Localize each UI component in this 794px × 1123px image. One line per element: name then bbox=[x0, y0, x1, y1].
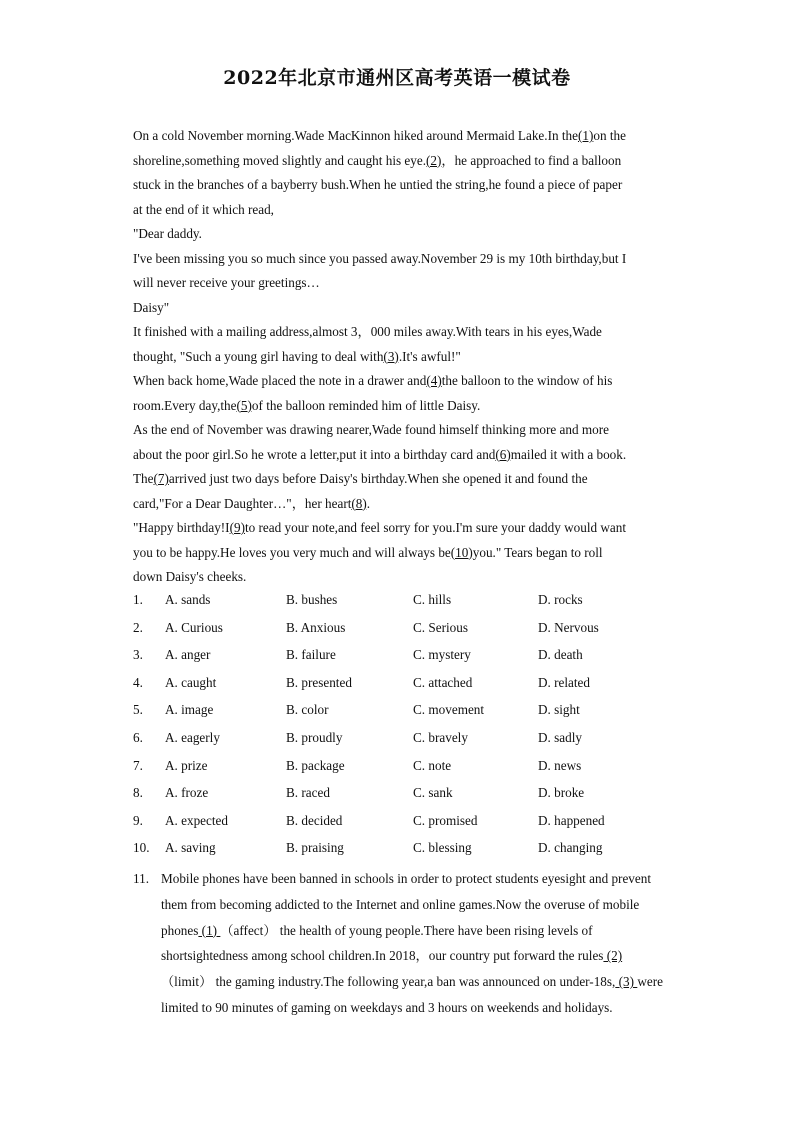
passage-line bbox=[133, 443, 663, 468]
option-c: C. Serious bbox=[413, 619, 468, 635]
question-11 bbox=[133, 866, 663, 1021]
passage-line: It finished with a mailing address,almost 3，000 miles away.With tears in his eyes,Wade bbox=[133, 324, 602, 339]
blank-9: (9) bbox=[229, 520, 245, 535]
choice-row bbox=[133, 620, 673, 648]
blank-1: (1) bbox=[198, 922, 221, 938]
passage-text: thought, "Such a young girl having to deal with bbox=[133, 348, 384, 364]
option-d: D. Nervous bbox=[538, 619, 599, 635]
passage-line: I've been missing you so much since you passed away.November 29 is my 10th birthday,but I bbox=[133, 250, 627, 266]
blank-3: (3) bbox=[383, 348, 399, 364]
blank-2: (2) bbox=[603, 948, 623, 964]
passage-line bbox=[133, 467, 663, 492]
question-number: 10. bbox=[133, 840, 150, 856]
option-c: C. hills bbox=[413, 592, 452, 607]
option-b: B. praising bbox=[286, 840, 344, 856]
choice-row bbox=[133, 730, 673, 758]
passage-line: Daisy" bbox=[133, 299, 170, 315]
passage-text: you." Tears began to roll bbox=[472, 544, 603, 560]
question-text: were limited to 90 minutes of gaming on weekdays and 3 hours on weekends and holidays. bbox=[161, 974, 663, 1015]
blank-1: (1) bbox=[577, 128, 594, 143]
passage-line bbox=[133, 124, 663, 149]
question-number: 3. bbox=[133, 647, 143, 663]
option-d: D. changing bbox=[538, 840, 603, 856]
choice-row bbox=[133, 675, 673, 703]
option-b: B. decided bbox=[286, 812, 343, 828]
option-a: A. sands bbox=[165, 592, 211, 607]
blank-4: (4) bbox=[426, 373, 442, 388]
option-a: A. Curious bbox=[165, 619, 223, 635]
option-b: B. presented bbox=[286, 674, 352, 690]
question-number: 11. bbox=[133, 871, 149, 886]
passage-text: of the balloon reminded him of little Daisy. bbox=[251, 397, 481, 413]
passage-text: card,"For a Dear Daughter…"，her heart bbox=[133, 495, 352, 511]
option-c: C. bravely bbox=[413, 729, 468, 745]
reading-passage bbox=[133, 124, 663, 590]
option-d: D. sadly bbox=[538, 729, 582, 745]
question-number: 4. bbox=[133, 674, 143, 690]
option-c: C. movement bbox=[413, 702, 485, 718]
option-a: A. caught bbox=[165, 674, 217, 690]
passage-text: mailed it with a book. bbox=[510, 446, 627, 462]
passage-text: The bbox=[133, 471, 154, 486]
question-11-text bbox=[161, 866, 663, 1021]
choice-row bbox=[133, 758, 673, 786]
passage-text: about the poor girl.So he wrote a letter,put it into a birthday card and bbox=[133, 446, 496, 462]
blank-5: (5) bbox=[236, 397, 252, 413]
passage-line: down Daisy's cheeks. bbox=[133, 569, 247, 584]
option-c: C. attached bbox=[413, 674, 473, 690]
passage-text: . bbox=[366, 495, 371, 511]
option-d: D. happened bbox=[538, 812, 605, 828]
option-a: A. saving bbox=[165, 840, 216, 856]
option-d: D. news bbox=[538, 757, 582, 773]
passage-text: When back home,Wade placed the note in a drawer and bbox=[133, 373, 427, 388]
choice-row bbox=[133, 702, 673, 730]
option-c: C. promised bbox=[413, 812, 478, 828]
blank-6: (6) bbox=[495, 446, 511, 462]
question-number: 6. bbox=[133, 729, 143, 745]
passage-text: shoreline,something moved slightly and caught his eye. bbox=[133, 152, 427, 168]
question-number: 7. bbox=[133, 757, 143, 773]
option-b: B. raced bbox=[286, 785, 330, 801]
question-number: 2. bbox=[133, 619, 143, 635]
page-title: 2022年北京市通州区高考英语一模试卷 bbox=[223, 67, 571, 89]
option-b: B. package bbox=[286, 757, 345, 773]
option-a: A. prize bbox=[165, 757, 208, 773]
passage-line: "Dear daddy. bbox=[133, 226, 202, 241]
blank-7: (7) bbox=[153, 471, 169, 486]
question-text: Mobile phones have been banned in schools in order to protect students eyesight and prevent them from becoming addicted to the Internet and online games.Now the overuse of mobile phones bbox=[161, 871, 652, 938]
option-b: B. proudly bbox=[286, 729, 343, 745]
passage-line bbox=[133, 149, 663, 174]
passage-line bbox=[133, 345, 663, 370]
option-d: D. broke bbox=[538, 785, 585, 801]
choice-row bbox=[133, 813, 673, 841]
option-d: D. related bbox=[538, 674, 590, 690]
passage-text: the balloon to the window of his bbox=[441, 373, 613, 388]
question-text: （limit） the gaming industry.The following year,a ban was announced on under-18s, bbox=[161, 974, 616, 990]
option-a: A. expected bbox=[165, 812, 228, 828]
option-a: A. eagerly bbox=[165, 729, 220, 745]
question-number: 1. bbox=[133, 592, 143, 607]
passage-line bbox=[133, 492, 663, 517]
option-b: B. bushes bbox=[286, 592, 338, 607]
passage-line: As the end of November was drawing nearer,Wade found himself thinking more and more bbox=[133, 422, 609, 437]
passage-line bbox=[133, 394, 663, 419]
choice-row bbox=[133, 840, 673, 868]
passage-text: ，he approached to find a balloon bbox=[441, 152, 622, 168]
choice-row bbox=[133, 785, 673, 813]
option-a: A. anger bbox=[165, 647, 211, 663]
choice-row bbox=[133, 647, 673, 675]
option-b: B. Anxious bbox=[286, 619, 346, 635]
choice-list bbox=[133, 592, 673, 868]
option-c: C. note bbox=[413, 757, 452, 773]
passage-text: you to be happy.He loves you very much and will always be bbox=[133, 544, 451, 560]
option-a: A. froze bbox=[165, 785, 209, 801]
passage-text: "Happy birthday!I bbox=[133, 520, 230, 535]
question-number: 5. bbox=[133, 702, 143, 718]
passage-line: stuck in the branches of a bayberry bush.When he untied the string,he found a piece of paper bbox=[133, 177, 623, 192]
option-d: D. death bbox=[538, 647, 583, 663]
blank-8: (8) bbox=[351, 495, 367, 511]
passage-text: room.Every day,the bbox=[133, 397, 237, 413]
passage-text: on the bbox=[593, 128, 626, 143]
option-b: B. color bbox=[286, 702, 329, 718]
passage-text: .It's awful!" bbox=[398, 348, 461, 364]
blank-10: (10) bbox=[450, 544, 473, 560]
option-c: C. mystery bbox=[413, 647, 471, 663]
blank-2: (2) bbox=[426, 152, 442, 168]
question-number: 8. bbox=[133, 785, 143, 801]
choice-row bbox=[133, 592, 673, 620]
question-text: （affect） the health of young people.There have been rising levels of shortsightedness among school children.In 2018，our country put forward the rules bbox=[161, 922, 604, 964]
passage-line bbox=[133, 369, 663, 394]
option-d: D. rocks bbox=[538, 592, 583, 607]
option-c: C. blessing bbox=[413, 840, 472, 856]
blank-3: (3) bbox=[615, 974, 638, 990]
passage-text: to read your note,and feel sorry for you.I'm sure your daddy would want bbox=[244, 520, 627, 535]
passage-line: at the end of it which read, bbox=[133, 201, 274, 217]
option-c: C. sank bbox=[413, 785, 453, 801]
option-d: D. sight bbox=[538, 702, 580, 718]
option-a: A. image bbox=[165, 702, 214, 718]
passage-line bbox=[133, 541, 663, 566]
passage-text: arrived just two days before Daisy's birthday.When she opened it and found the bbox=[168, 471, 588, 486]
passage-line bbox=[133, 516, 663, 541]
option-b: B. failure bbox=[286, 647, 336, 663]
passage-line: will never receive your greetings… bbox=[133, 275, 320, 290]
passage-text: On a cold November morning.Wade MacKinnon hiked around Mermaid Lake.In the bbox=[133, 128, 578, 143]
question-number: 9. bbox=[133, 812, 143, 828]
